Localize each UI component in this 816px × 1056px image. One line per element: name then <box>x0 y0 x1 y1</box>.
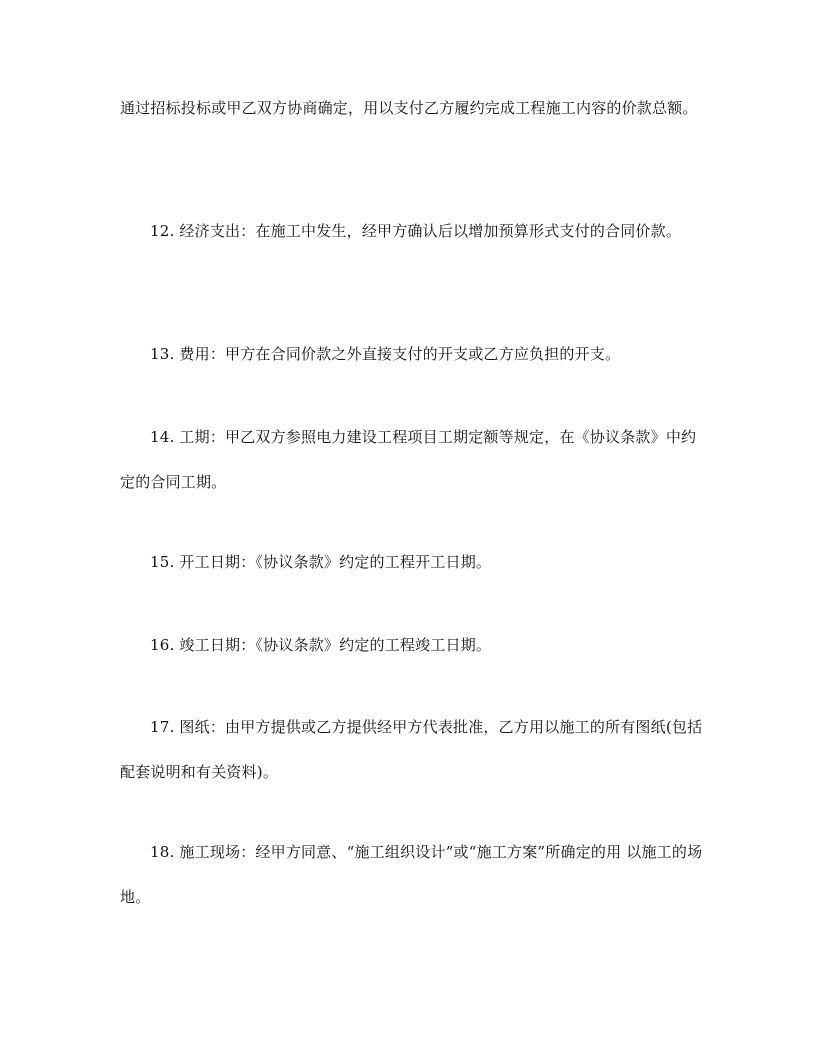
paragraph-clause-13-expenses: 13. 费用：甲方在合同价款之外直接支付的开支或乙方应负担的开支。 <box>150 345 621 363</box>
paragraph-clause-15-start-date: 15. 开工日期：《协议条款》约定的工程开工日期。 <box>150 553 492 571</box>
paragraph-clause-17-drawings: 17. 图纸：由甲方提供或乙方提供经甲方代表批准，乙方用以施工的所有图纸(包括配套说明和有关资料)。 <box>120 718 703 781</box>
paragraph-clause-14-construction-period: 14. 工期：甲乙双方参照电力建设工程项目工期定额等规定，在《协议条款》中约定的合同工期。 <box>120 428 697 491</box>
paragraph-clause-16-completion-date: 16. 竣工日期：《协议条款》约定的工程竣工日期。 <box>150 636 492 654</box>
paragraph-contract-price-continued: 通过招标投标或甲乙双方协商确定，用以支付乙方履约完成工程施工内容的价款总额。 <box>120 99 698 117</box>
paragraph-clause-18-construction-site: 18. 施工现场：经甲方同意、“施工组织设计”或“施工方案”所确定的用 以施工的场地。 <box>120 843 703 906</box>
paragraph-clause-12-economic-expenditure: 12. 经济支出：在施工中发生，经甲方确认后以增加预算形式支付的合同价款。 <box>150 222 682 240</box>
